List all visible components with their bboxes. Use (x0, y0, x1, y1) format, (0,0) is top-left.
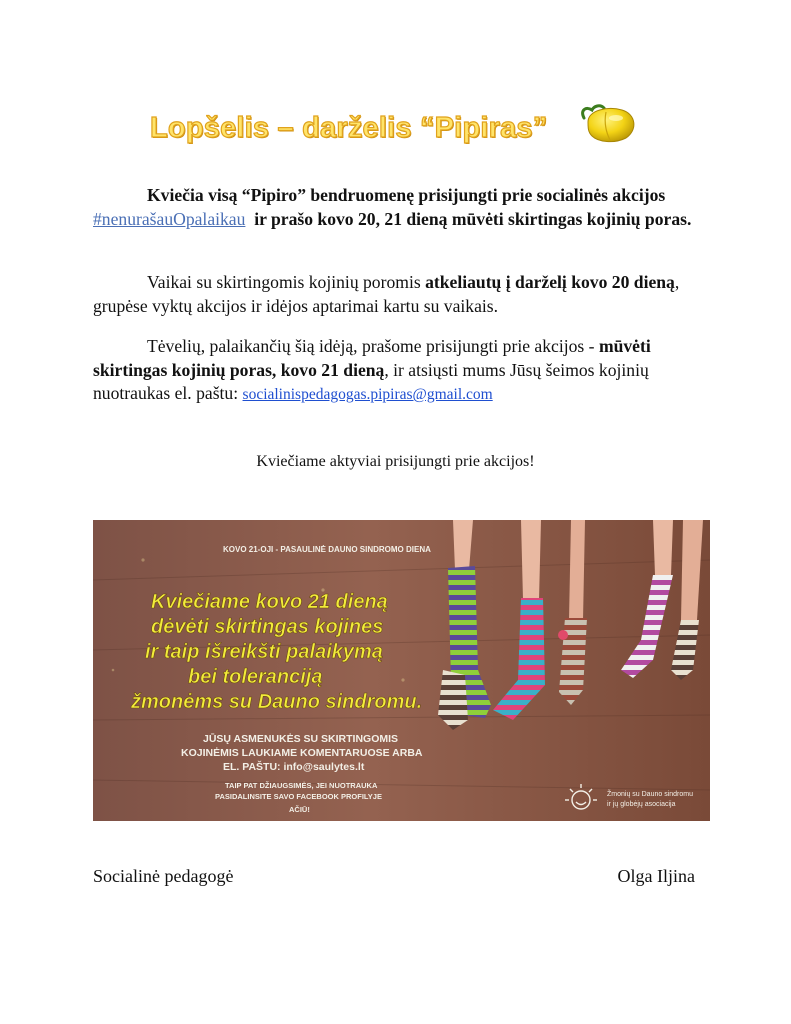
banner-top-label: KOVO 21-OJI - PASAULINĖ DAUNO SINDROMO DIENA (223, 545, 431, 554)
banner-slogan-line-1: Kviečiame kovo 21 dieną (151, 591, 388, 613)
paragraph2-bold: atkeliautų į darželį kovo 20 dieną (425, 272, 675, 292)
paragraph-invitation (93, 184, 705, 231)
banner-note-line-2: PASIDALINSITE SAVO FACEBOOK PROFILYJE (215, 792, 382, 801)
page-title: Lopšelis – darželis “Pipiras” (150, 112, 548, 144)
banner-org-line-1: Žmonių su Dauno sindromu (607, 791, 693, 798)
invite-line: Kviečiame aktyviai prisijungti prie akcijos! (256, 453, 535, 470)
banner-note-line-3: AČIŪ! (289, 805, 310, 814)
banner-graphic (93, 520, 710, 821)
signature-name: Olga Iljina (617, 866, 695, 886)
paragraph1-bold-end: ir prašo kovo 20, 21 dieną mūvėti skirtingas kojinių poras. (254, 208, 692, 229)
hashtag-link[interactable]: #nenurašauOpalaikau (93, 208, 246, 229)
campaign-banner (93, 520, 710, 821)
paragraph3-bold: mūvėti skirtingas kojinių poras, kovo 21 dieną (93, 336, 651, 380)
header (150, 100, 670, 160)
paragraph2-text-end: , grupėse vyktų akcijos ir idėjos aptarimai kartu su vaikais. (93, 272, 680, 316)
banner-info-line-2: KOJINĖMIS LAUKIAME KOMENTARUOSE ARBA (181, 747, 423, 759)
paragraph-children (93, 271, 705, 318)
email-link[interactable]: socialinispedagogas.pipiras@gmail.com (242, 386, 493, 403)
paragraph-parents (93, 335, 705, 407)
banner-org-line-2: ir jų globėjų asociacija (607, 801, 676, 808)
wood-background (93, 520, 710, 821)
banner-slogan-line-5: žmonėms su Dauno sindromu. (131, 691, 423, 713)
paragraph3-text-mid: , ir atsiųsti mums Jūsų šeimos kojinių nuotraukas el. paštu: (93, 359, 649, 403)
banner-slogan-line-3: ir taip išreikšti palaikymą (145, 641, 383, 663)
banner-info-line-1: JŪSŲ ASMENUKĖS SU SKIRTINGOMIS (203, 733, 399, 745)
paragraph2-text-start: Vaikai su skirtingomis kojinių poromis (147, 272, 421, 292)
paragraph3-text-start: Tėvelių, palaikančių šią idėją, prašome prisijungti prie akcijos - (147, 336, 595, 356)
banner-slogan-line-4: bei toleranciją (188, 666, 323, 688)
banner-note-line-1: TAIP PAT DŽIAUGSIMĖS, JEI NUOTRAUKA (225, 781, 378, 790)
banner-info-line-3: EL. PAŠTU: info@saulytes.lt (223, 761, 365, 773)
banner-slogan-line-2: dėvėti skirtingas kojines (151, 616, 384, 638)
paragraph1-bold-start: Kviečia visą “Pipiro” bendruomenę prisijungti prie socialinės akcijos (147, 185, 666, 205)
signature-role: Socialinė pedagogė (93, 866, 234, 886)
pepper-icon (578, 100, 640, 144)
